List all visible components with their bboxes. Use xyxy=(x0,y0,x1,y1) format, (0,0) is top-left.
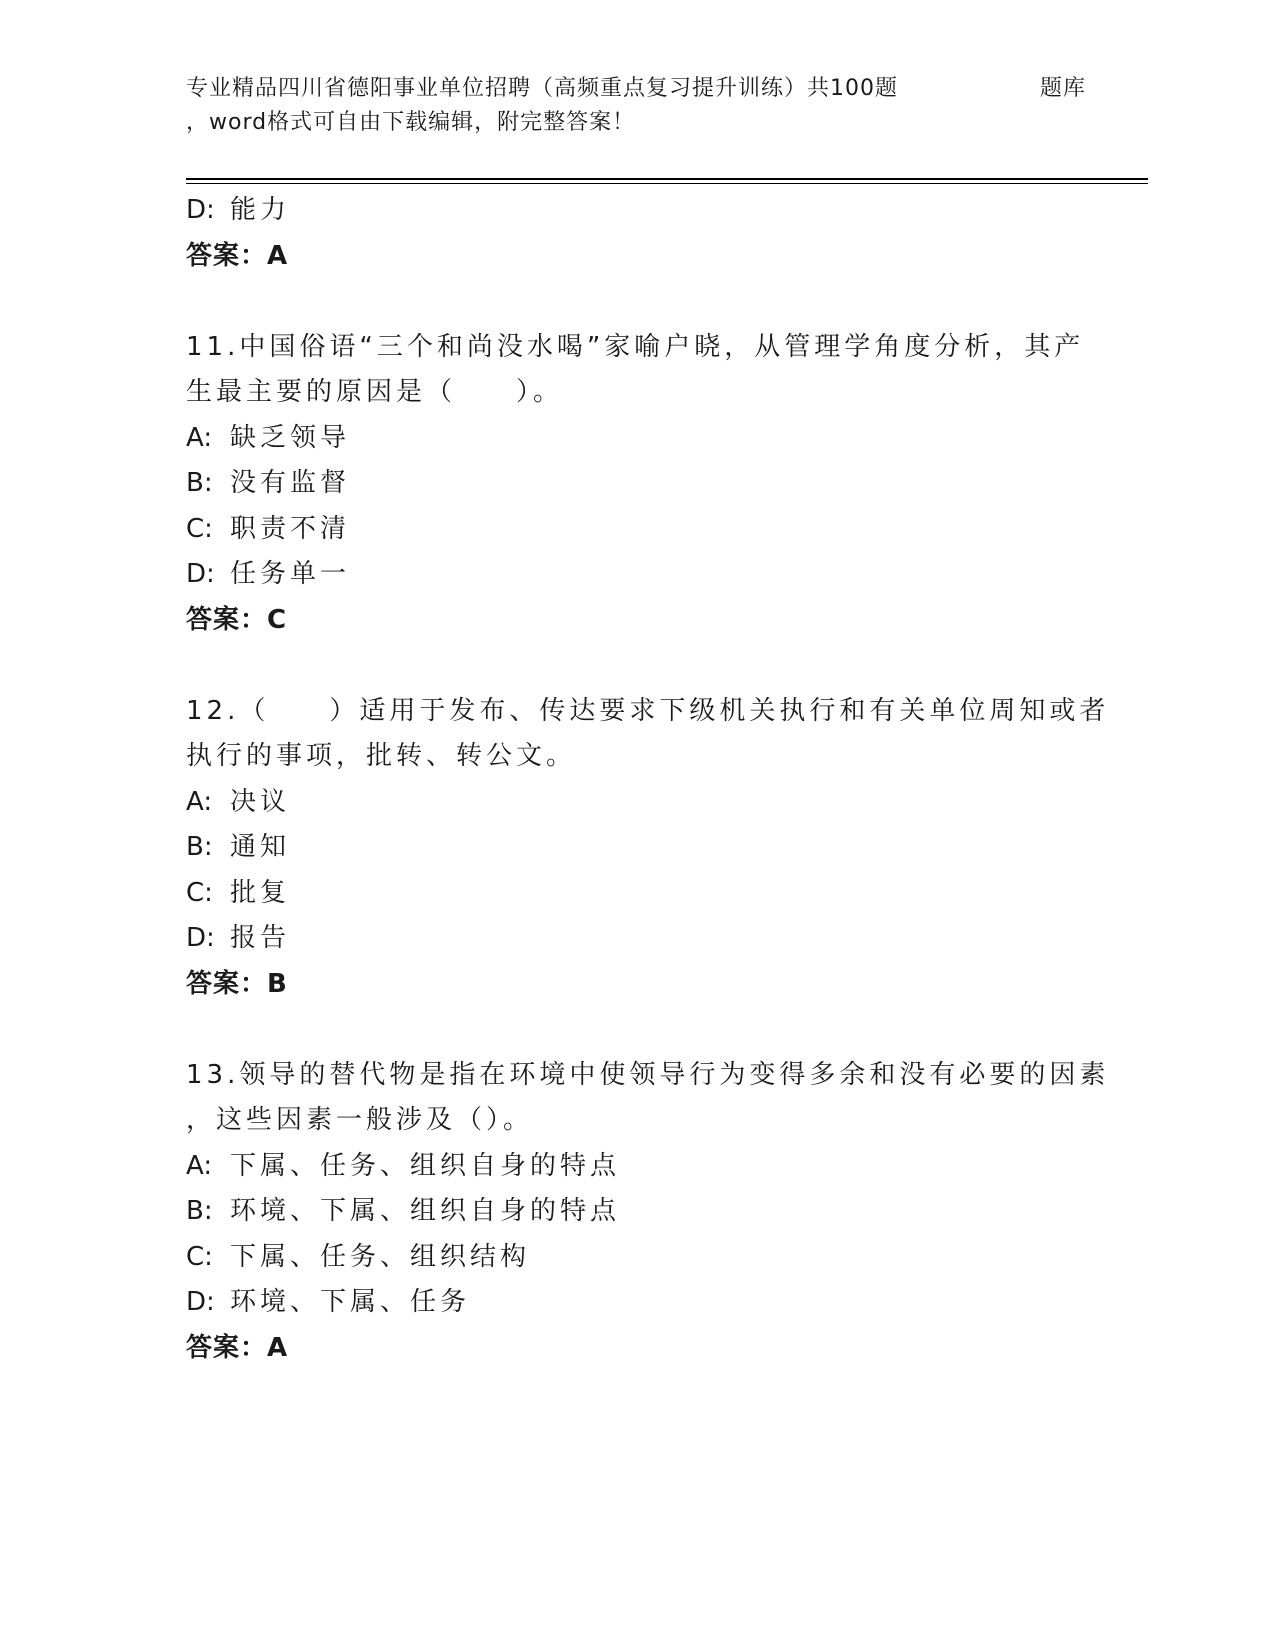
question-12-line1: 12.（ ）适用于发布、传达要求下级机关执行和有关单位周知或者 xyxy=(186,695,1110,726)
question-11-option-a xyxy=(186,416,1086,462)
option-key: B: xyxy=(186,832,213,862)
header-divider-thick xyxy=(186,178,1148,180)
option-key: B: xyxy=(186,1196,213,1226)
question-12-line2: 执行的事项，批转、转公文。 xyxy=(186,741,577,771)
option-key: C: xyxy=(186,877,213,908)
option-text: 报告 xyxy=(230,923,291,953)
question-13-line2: ，这些因素一般涉及（）。 xyxy=(186,1105,534,1135)
option-text: 环境、下属、任务 xyxy=(230,1287,471,1317)
option-text: 批复 xyxy=(230,877,291,908)
header-divider-thin xyxy=(186,183,1148,184)
header-right-label: 题库 xyxy=(1039,76,1086,101)
header-subtitle: ，word格式可自由下载编辑，附完整答案！ xyxy=(186,110,636,135)
question-12-option-a xyxy=(186,780,1086,826)
question-list xyxy=(186,188,1110,1371)
option-text: 能力 xyxy=(230,195,291,225)
spacer xyxy=(186,643,1086,689)
option-text: 没有监督 xyxy=(230,468,351,498)
option-key: D: xyxy=(186,195,215,225)
header-row xyxy=(186,72,1086,106)
option-key: D: xyxy=(186,923,215,953)
option-key: A: xyxy=(186,786,213,817)
option-key: C: xyxy=(186,513,213,544)
question-11-line2: 生最主要的原因是（ ）。 xyxy=(186,377,564,407)
prev-option-d xyxy=(186,188,1086,234)
question-13-option-b xyxy=(186,1189,1086,1235)
question-13-option-d xyxy=(186,1280,1086,1326)
question-12-answer: 答案：B xyxy=(186,968,288,999)
question-11-option-d xyxy=(186,552,1086,598)
option-text: 决议 xyxy=(230,786,291,817)
option-text: 下属、任务、组织自身的特点 xyxy=(230,1150,621,1181)
option-key: A: xyxy=(186,1150,213,1181)
question-11-line1: 11.中国俗语“三个和尚没水喝”家喻户晓，从管理学角度分析，其产 xyxy=(186,331,1085,362)
question-11-answer: 答案：C xyxy=(186,604,288,635)
question-13-option-c xyxy=(186,1235,1086,1281)
question-13-answer: 答案：A xyxy=(186,1332,289,1363)
option-text: 任务单一 xyxy=(230,559,351,589)
spacer xyxy=(186,279,1086,325)
question-12-option-c xyxy=(186,871,1086,917)
page-header xyxy=(186,72,1146,140)
option-key: C: xyxy=(186,1241,213,1272)
option-text: 缺乏领导 xyxy=(230,422,351,453)
option-key: D: xyxy=(186,1287,215,1317)
question-13-line1: 13.领导的替代物是指在环境中使领导行为变得多余和没有必要的因素 xyxy=(186,1059,1110,1090)
option-text: 环境、下属、组织自身的特点 xyxy=(230,1196,621,1226)
header-title: 专业精品四川省德阳事业单位招聘（高频重点复习提升训练）共100题 xyxy=(186,76,898,101)
spacer xyxy=(186,1007,1086,1053)
option-text: 通知 xyxy=(230,832,291,862)
question-11-option-b xyxy=(186,461,1086,507)
prev-answer: 答案：A xyxy=(186,240,289,271)
question-11-option-c xyxy=(186,507,1086,553)
option-key: A: xyxy=(186,422,213,453)
question-13-option-a xyxy=(186,1144,1086,1190)
option-text: 下属、任务、组织结构 xyxy=(230,1241,531,1272)
question-12-option-d xyxy=(186,916,1086,962)
option-key: D: xyxy=(186,559,215,589)
question-12-option-b xyxy=(186,825,1086,871)
option-text: 职责不清 xyxy=(230,513,351,544)
option-key: B: xyxy=(186,468,213,498)
